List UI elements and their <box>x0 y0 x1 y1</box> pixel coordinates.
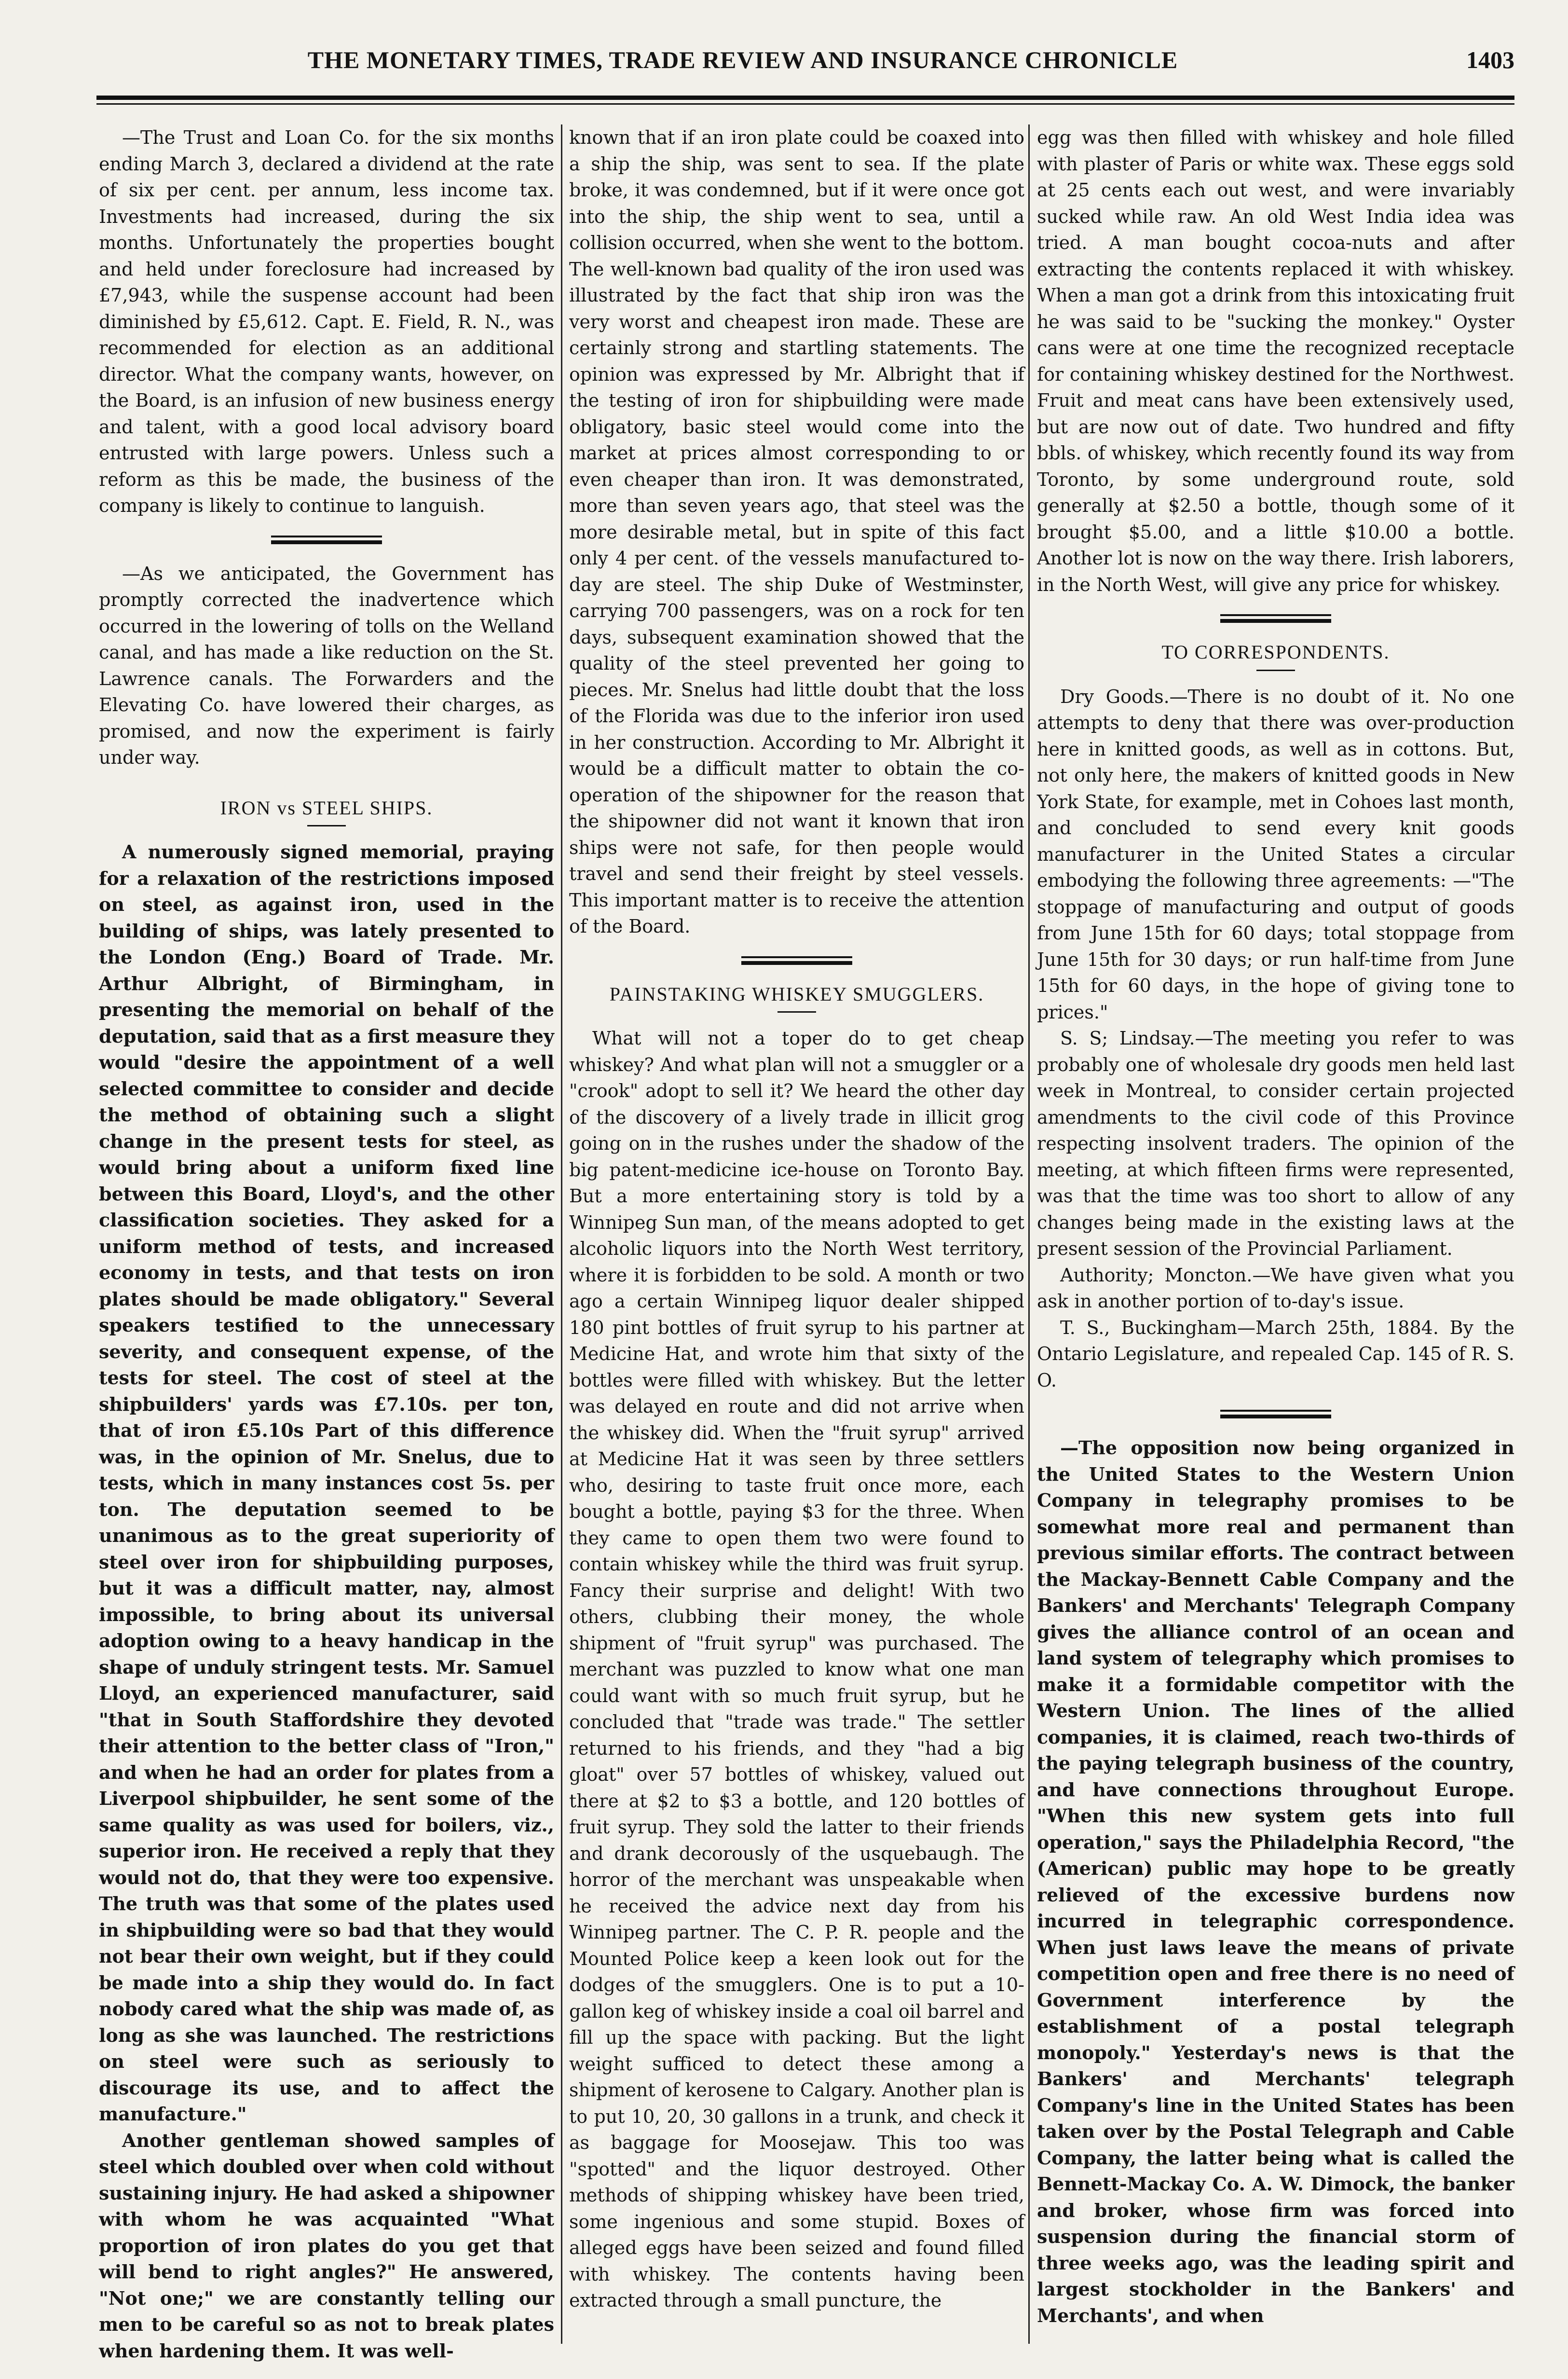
heading-rule <box>777 1011 816 1013</box>
section-separator <box>271 536 382 544</box>
column-3 <box>1037 124 1514 2324</box>
reply-dry-goods: Dry Goods.—There is no doubt of it. No one attempts to deny that there was over-production here in knitted goods, as well as in cottons. But, not only here, the makers of knitted goods in New York State, for example, met in Cohoes last month, and concluded to send every knit goods manufacturer in the United States a circular embodying the following three agreements: —"The stoppage of manufacturing and output of goods from June 15th for 60 days; total stoppage from June 15th for 30 days; or run half-time from June 15th for 60 days, in the hope of giving tone to prices." <box>1037 686 1514 1023</box>
column-2 <box>569 124 1024 2324</box>
column-divider-1 <box>561 124 562 2344</box>
reply-lindsay: S. S; Lindsay.—The meeting you refer to was probably one of wholesale dry goods men held last week in Montreal, to consider certain projected amendments to the civil code of this Province respecting insolvent traders. The opinion of the meeting, at which fifteen firms were represented, was that the time was too short to allow of any changes being made in the existing laws at the present session of the Provincial Parliament. <box>1037 1028 1514 1259</box>
heading-to-correspondents: TO CORRESPONDENTS. <box>1161 641 1390 663</box>
heading-rule <box>307 825 346 826</box>
section-separator <box>1220 614 1331 623</box>
page-header <box>96 46 1514 84</box>
article-trust-and-loan: —The Trust and Loan Co. for the six months ending March 3, declared a dividend at the rate of six per cent. per annum, less income tax. Investments had increased, during the six months. Unfortunately the properties bought and held under foreclosure had increased by £7,943, while the suspense account had been diminished by £5,612. Capt. E. Field, R. N., was recommended for election as an additional director. What the company wants, however, on the Board, is an infusion of new business energy and talent, with a good local advisory board entrusted with large powers. Unless such a reform as this be made, the business of the company is likely to continue to languish. <box>99 127 554 516</box>
article-whiskey-continued: egg was then filled with whiskey and hole filled with plaster of Paris or white wax. These eggs sold at 25 cents each out west, and were invariably sucked while raw. An old West India idea was tried. A man bought cocoa-nuts and after extracting the contents replaced it with whiskey. When a man got a drink from this intoxicating fruit he was said to be "sucking the monkey." Oyster cans were at one time the recognized receptacle for containing whiskey destined for the Northwest. Fruit and meat cans have been extensively used, but are now out of date. Two hundred and fifty bbls. of whiskey, which recently found its way from Toronto, by some underground route, sold generally at $2.50 a bottle, though some of it brought $5.00, and a little $10.00 a bottle. Another lot is now on the way there. Irish laborers, in the North West, will give any price for whiskey. <box>1037 127 1514 595</box>
column-1 <box>99 124 554 2362</box>
article-iron-steel-part-1: A numerously signed memorial, praying for a relaxation of the restrictions imposed on steel, as against iron, used in the building of ships, was lately presented to the London (Eng.) Board of Trade. Mr. Arthur Albright, of Birmingham, in presenting the memorial on behalf of the deputation, said that as a first measure they would "desire the appointment of a well selected committee to consider and decide the method of obtaining such a slight change in the present tests for steel, as would bring about a uniform fixed line between this Board, Lloyd's, and the other classification societies. They asked for a uniform method of tests, and increased economy in tests, and that tests on iron plates should be made obligatory." Several speakers testified to the unnecessary severity, and consequent expense, of the tests for steel. The cost of steel at the shipbuilders' yards was £7.10s. per ton, that of iron £5.10s Part of this difference was, in the opinion of Mr. Snelus, due to tests, which in many instances cost 5s. per ton. The deputation seemed to be unanimous as to the great superiority of steel over iron for shipbuilding purposes, but it was a difficult matter, nay, almost impossible, to bring about its universal adoption owing to a heavy handicap in the shape of unduly stringent tests. Mr. Samuel Lloyd, an experienced manufacturer, said "that in South Staffordshire they devoted their attention to the better class of "Iron," and when he had an order for plates from a Liverpool shipbuilder, he sent some of the same quality as was used for boilers, viz., superior iron. He received a reply that they would not do, that they were too expensive. The truth was that some of the plates used in shipbuilding were so bad that they would not bear their own weight, but if they could be made into a ship they would do. In fact nobody cared what the ship was made of, as long as she was launched. The restrictions on steel were such as seriously to discourage its use, and to affect the manufacture." <box>99 841 554 2125</box>
section-separator <box>741 956 852 965</box>
article-iron-steel-part-2: Another gentleman showed samples of steel which doubled over when cold without sustaining injury. He had asked a shipowner with whom he was acquainted "What proportion of iron plates do you get that will bend to right angles?" He answered, "Not one;" we are constantly telling our men to be careful so as not to break plates when hardening them. It was well- <box>99 2129 554 2362</box>
running-head: THE MONETARY TIMES, TRADE REVIEW AND INSURANCE CHRONICLE <box>307 46 1178 73</box>
article-whiskey-smugglers: What will not a toper do to get cheap whiskey? And what plan will not a smuggler or a "crook" adopt to sell it? We heard the other day of the discovery of a lively trade in illicit grog going on in the rushes under the shadow of the big patent-medicine ice-house on Toronto Bay. But a more entertaining story is told by a Winnipeg Sun man, of the means adopted to get alcoholic liquors into the North West territory, where it is forbidden to be sold. A month or two ago a certain Winnipeg liquor dealer shipped 180 pint bottles of fruit syrup to his partner at Medicine Hat, and wrote him that sixty of the bottles were filled with whiskey. But the letter was delayed en route and did not arrive when the whiskey did. When the "fruit syrup" arrived at Medicine Hat it was seen by three settlers who, desiring to taste fruit once more, each bought a bottle, paying $3 for the three. When they came to open them two were found to contain whiskey while the third was fruit syrup. Fancy their surprise and delight! With two others, clubbing their money, the whole shipment of "fruit syrup" was purchased. The merchant was puzzled to know what one man could want with so much fruit syrup, but he concluded that "trade was trade." The settler returned to his friends, and they "had a big gloat" over 57 bottles of whiskey, valued out there at $2 to $3 a bottle, and 120 bottles of fruit syrup. They sold the latter to their friends and drank decorously of the usquebaugh. The horror of the merchant was unspeakable when he received the advice next day from his Winnipeg partner. The C. P. R. people and the Mounted Police keep a keen look out for the dodges of the smugglers. One is to put a 10-gallon keg of whiskey inside a coal oil barrel and fill up the space with packing. But the light weight sufficed to detect these among a shipment of kerosene to Calgary. Another plan is to put 10, 20, 30 gallons in a trunk, and check it as baggage for Moosejaw. This too was "spotted" and the liquor destroyed. Other methods of shipping whiskey have been tried, some ingenious and some stupid. Boxes of alleged eggs have been seized and found filled with whiskey. The contents having been extracted through a small puncture, the <box>569 1028 1024 2311</box>
column-divider-2 <box>1028 124 1030 2344</box>
heading-whiskey-smugglers: PAINSTAKING WHISKEY SMUGGLERS. <box>609 983 984 1005</box>
page-number: 1403 <box>1466 46 1514 73</box>
reply-moncton: Authority; Moncton.—We have given what you ask in another portion of to-day's issue. <box>1037 1264 1514 1312</box>
article-telegraph-opposition: —The opposition now being organized in the United States to the Western Union Company in telegraphy promises to be somewhat more real and permanent than previous similar efforts. The contract between the Mackay-Bennett Cable Company and the Bankers' and Merchants' Telegraph Company gives the alliance control of an ocean and land system of telegraphy which promises to make it a formidable competitor with the Western Union. The lines of the allied companies, it is claimed, reach two-thirds of the paying telegraph business of the country, and have connections throughout Europe. "When this new system gets into full operation," says the Philadelphia Record, "the (American) public may hope to be greatly relieved of the excessive burdens now incurred in telegraphic correspondence. When just laws leave the means of private competition open and free there is no need of Government interference by the establishment of a postal telegraph monopoly." Yesterday's news is that the Bankers' and Merchants' telegraph Company's line in the United States has been taken over by the Postal Telegraph and Cable Company, the latter being what is called the Bennett-Mackay Co. A. W. Dimock, the banker and broker, whose firm was forced into suspension during the financial storm of three weeks ago, was the leading spirit and largest stockholder in the Bankers' and Merchants', and when <box>1037 1437 1514 2326</box>
article-iron-steel-continued: known that if an iron plate could be coaxed into a ship the ship, was sent to sea. If the plate broke, it was condemned, but if it were once got into the ship, the ship went to sea, until a collision occurred, when she went to the bottom. The well-known bad quality of the iron used was illustrated by the fact that ship iron was the very worst and cheapest iron made. These are certainly strong and startling statements. The opinion was expressed by Mr. Albright that if the testing of iron for shipbuilding were made obligatory, basic steel would come into the market at prices almost corresponding to or even cheaper than iron. It was demonstrated, more than seven years ago, that steel was the more desirable metal, but in spite of this fact only 4 per cent. of the vessels manufactured to-day are steel. The ship Duke of Westminster, carrying 700 passengers, was on a rock for ten days, subsequent examination showed that the quality of the steel prevented her going to pieces. Mr. Snelus had little doubt that the loss of the Florida was due to the inferior iron used in her construction. According to Mr. Albright it would be a difficult matter to obtain the co-operation of the shipowner for the reason that the shipowner did not want it known that iron ships were not safe, for then people would travel and send their freight by steel vessels. This important matter is to receive the attention of the Board. <box>569 127 1024 937</box>
header-rule-thick <box>96 96 1514 100</box>
reply-buckingham: T. S., Buckingham—March 25th, 1884. By the Ontario Legislature, and repealed Cap. 145 of R. S. O. <box>1037 1317 1514 1391</box>
header-rule-thin <box>96 103 1514 105</box>
heading-rule <box>1256 670 1295 671</box>
article-canal-tolls: —As we anticipated, the Government has promptly corrected the inadvertence which occurred in the lowering of tolls on the Welland canal, and has made a like reduction on the St. Lawrence canals. The Forwarders and the Elevating Co. have lowered their charges, as promised, and now the experiment is fairly under way. <box>99 563 554 768</box>
heading-iron-vs-steel: IRON vs STEEL SHIPS. <box>220 797 433 819</box>
section-separator <box>1220 1410 1331 1418</box>
